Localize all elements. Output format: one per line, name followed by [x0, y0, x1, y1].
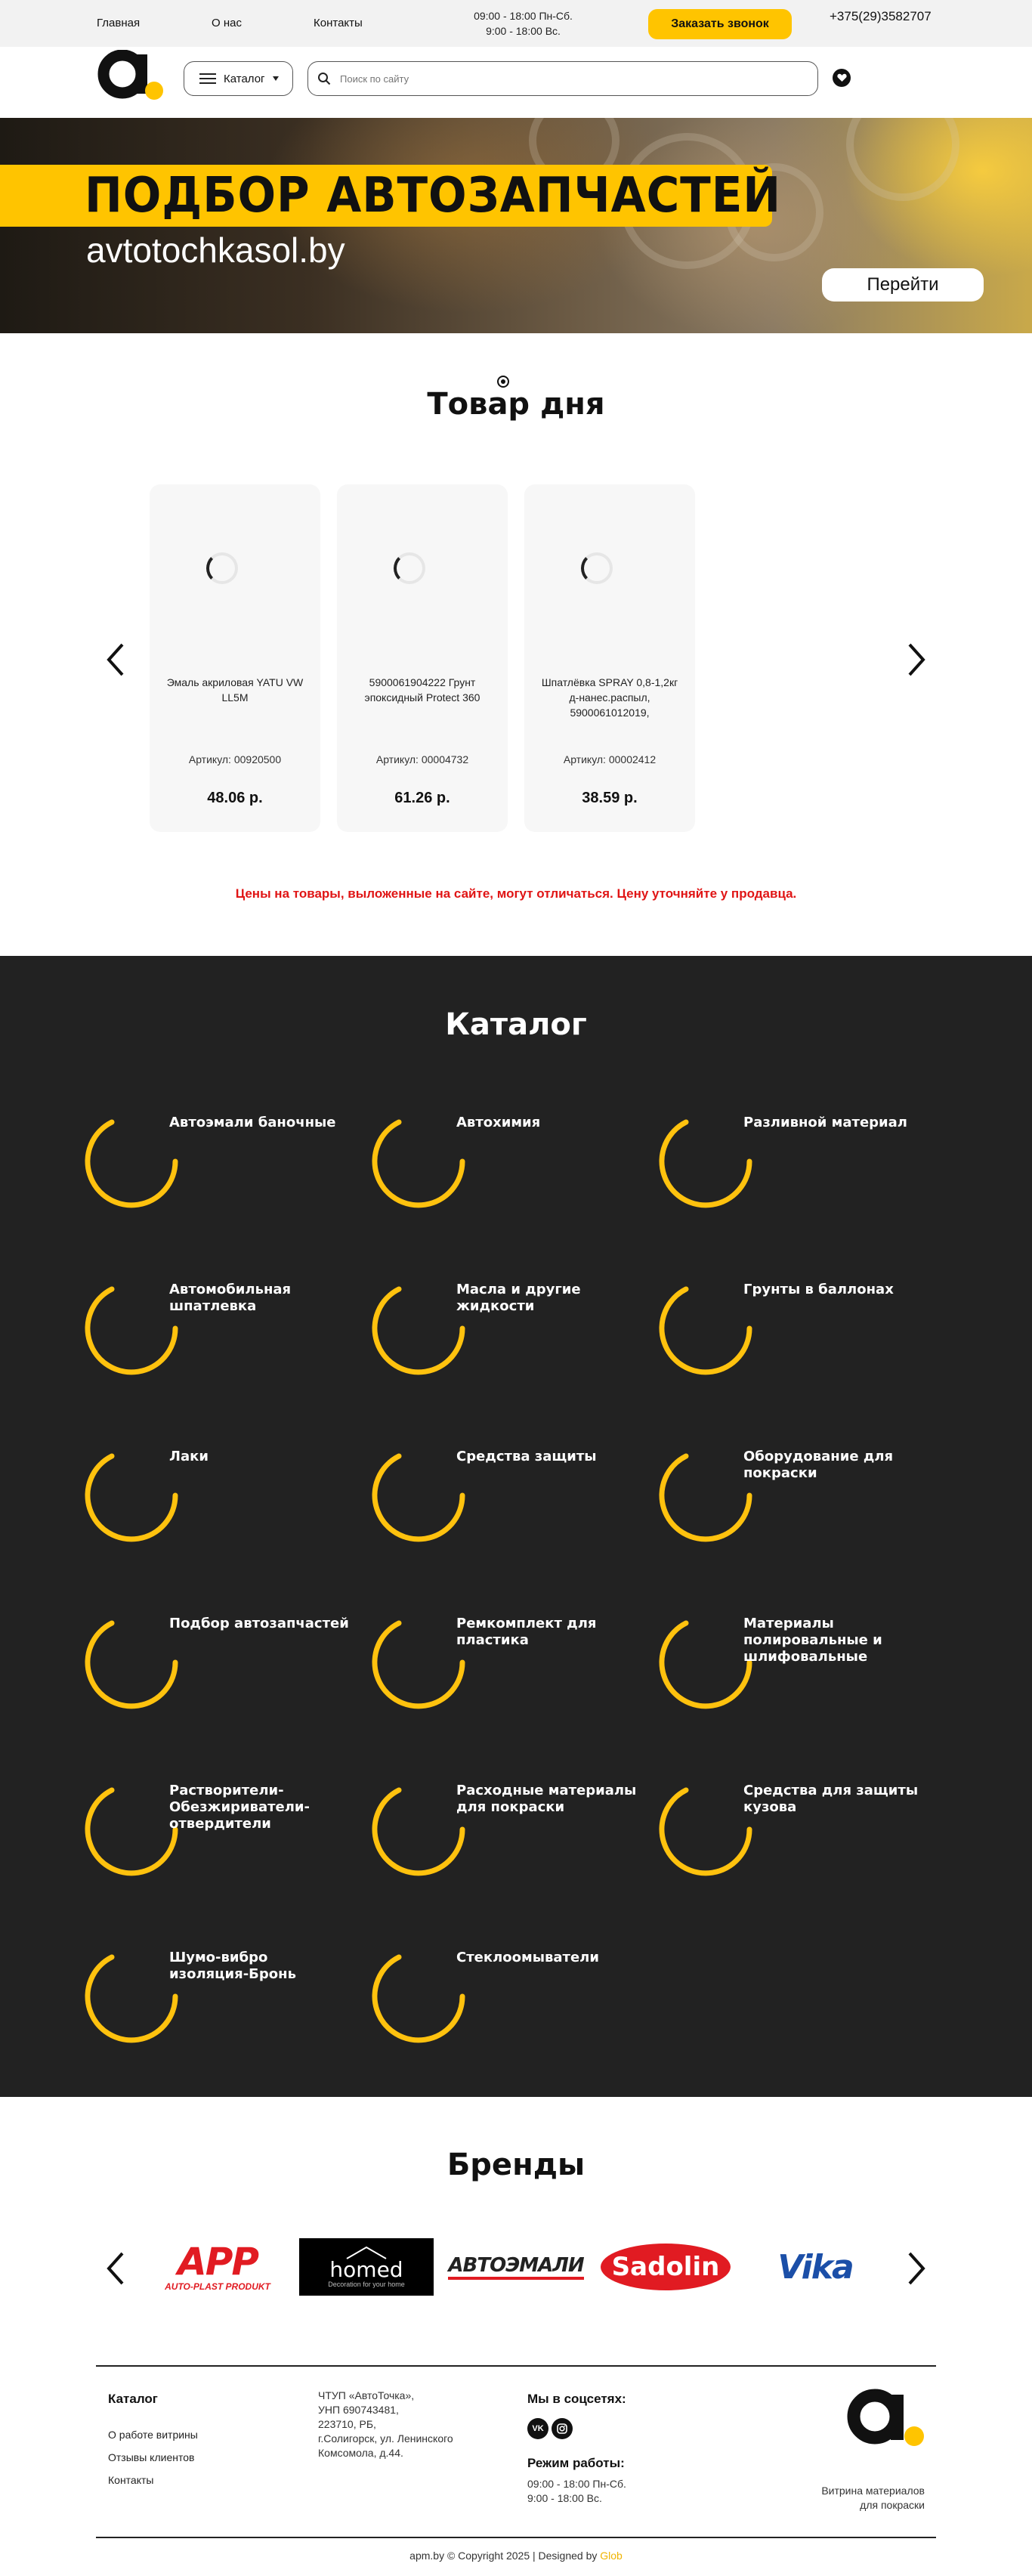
phone-number[interactable]: +375(29)3582707 — [830, 9, 932, 23]
catalog-item[interactable] — [372, 1449, 629, 1547]
catalog-item[interactable] — [372, 1950, 629, 2048]
chevron-left-icon — [107, 2252, 125, 2285]
brand-vika-main: Vika — [777, 2247, 853, 2287]
product-card[interactable] — [524, 484, 695, 832]
brand-logo-homed[interactable] — [299, 2238, 434, 2296]
catalog-button[interactable] — [184, 61, 293, 96]
instagram-icon[interactable] — [552, 2418, 573, 2439]
brands-title: Бренды — [446, 2148, 586, 2182]
loading-ring-icon — [85, 1783, 178, 1876]
loading-ring-icon — [372, 1449, 465, 1542]
catalog-item[interactable] — [85, 1449, 341, 1547]
brand-logo-avtoemali[interactable] — [450, 2237, 582, 2297]
product-card[interactable] — [150, 484, 320, 832]
loading-ring-icon — [372, 1115, 465, 1208]
price-warning: Цены на товары, выложенные на сайте, могут отличаться. Цену уточняйте у продавца. — [235, 886, 797, 901]
banner-engine-decoration — [846, 118, 959, 201]
footer-link-reviews[interactable]: Отзывы клиентов — [108, 2451, 195, 2463]
product-price: 61.26 р. — [394, 790, 450, 806]
copyright — [0, 2550, 1032, 2562]
company-unp: УНП 690743481, — [318, 2404, 399, 2416]
product-sku: Артикул: 00004732 — [375, 753, 469, 765]
slider-dot-indicator[interactable] — [497, 376, 509, 388]
catalog-item[interactable] — [372, 1282, 629, 1380]
menu-icon — [199, 73, 216, 84]
loading-ring-icon — [85, 1115, 178, 1208]
company-details — [318, 2389, 453, 2460]
loading-ring-icon — [85, 1449, 178, 1542]
vk-icon[interactable] — [527, 2418, 548, 2439]
banner-go-button[interactable]: Перейти — [822, 268, 984, 302]
products-prev-arrow[interactable] — [104, 637, 127, 682]
catalog-section — [0, 956, 1032, 2097]
footer-link-about-showcase[interactable]: О работе витрины — [108, 2429, 198, 2441]
footer-link-contacts[interactable]: Контакты — [108, 2474, 154, 2486]
product-name[interactable]: 5900061904222 Грунт эпоксидный Protect 360 — [364, 676, 480, 704]
hours-sunday: 9:00 - 18:00 Вс. — [486, 25, 561, 37]
products-next-arrow[interactable] — [905, 637, 928, 682]
brand-logo-vika[interactable] — [749, 2237, 881, 2297]
catalog-item[interactable] — [85, 1616, 349, 1714]
product-name[interactable]: Эмаль акриловая YATU VW LL5M — [166, 676, 304, 704]
footer-bottom-divider — [96, 2537, 936, 2538]
catalog-item[interactable] — [659, 1616, 916, 1714]
banner-site-url: avtotochkasol.by — [86, 230, 345, 270]
catalog-item-label: Грунты в баллонах — [743, 1282, 894, 1297]
footer-tagline-line1: Витрина материалов — [821, 2485, 925, 2497]
catalog-item-label: Средства для защиты кузова — [743, 1783, 919, 1815]
footer-hours — [527, 2477, 626, 2506]
loading-ring-icon — [85, 1282, 178, 1375]
banner-title: ПОДБОР АВТОЗАПЧАСТЕЙ — [85, 168, 782, 224]
catalog-item[interactable] — [659, 1449, 916, 1547]
chevron-down-icon — [273, 76, 279, 81]
search-icon[interactable] — [317, 72, 331, 85]
loading-ring-icon — [659, 1282, 752, 1375]
copyright-text: apm.by © Copyright 2025 | Designed by — [409, 2550, 598, 2562]
nav-contacts-link[interactable]: Контакты — [314, 17, 363, 29]
loading-ring-icon — [85, 1950, 178, 2043]
loading-spinner-icon — [394, 552, 425, 584]
catalog-item-label: Стеклоомыватели — [456, 1950, 599, 1965]
favorites-button[interactable] — [833, 69, 851, 87]
company-postcode: 223710, РБ, — [318, 2418, 376, 2430]
catalog-item-label: Подбор автозапчастей — [169, 1616, 349, 1631]
footer-hours-weekdays: 09:00 - 18:00 Пн-Сб. — [527, 2478, 626, 2490]
brand-sadolin-main: Sadolin — [601, 2244, 731, 2290]
footer-hours-sunday: 9:00 - 18:00 Вс. — [527, 2492, 602, 2504]
footer-tagline — [801, 2484, 925, 2513]
brand-homed-main: homed — [329, 2257, 403, 2282]
catalog-item-label: Оборудование для покраски — [743, 1449, 894, 1481]
nav-home-link[interactable]: Главная — [97, 17, 141, 29]
brand-logo-sadolin[interactable] — [600, 2237, 731, 2297]
catalog-item-label: Лаки — [169, 1449, 209, 1464]
loading-ring-icon — [372, 1282, 465, 1375]
loading-ring-icon — [372, 1950, 465, 2043]
search-input[interactable] — [340, 73, 793, 85]
chevron-left-icon — [107, 643, 125, 676]
catalog-item[interactable] — [85, 1282, 341, 1380]
catalog-item[interactable] — [372, 1616, 629, 1714]
loading-ring-icon — [372, 1783, 465, 1876]
catalog-item[interactable] — [659, 1282, 916, 1380]
catalog-item-label: Материалы полировальные и шлифовальные — [743, 1616, 882, 1665]
loading-spinner-icon — [206, 552, 238, 584]
brands-prev-arrow[interactable] — [104, 2246, 127, 2291]
brand-homed-sub: Decoration for your home — [328, 2281, 405, 2288]
site-logo[interactable] — [95, 50, 165, 103]
catalog-item-label: Автохимия — [456, 1115, 541, 1130]
company-address-line2: Комсомола, д.44. — [318, 2447, 403, 2459]
top-bar — [0, 0, 1032, 47]
footer-tagline-line2: для покраски — [860, 2499, 925, 2511]
footer-top-divider — [96, 2365, 936, 2367]
loading-ring-icon — [659, 1616, 752, 1709]
product-price: 38.59 р. — [582, 790, 638, 806]
catalog-item[interactable] — [85, 1115, 341, 1213]
loading-ring-icon — [659, 1115, 752, 1208]
catalog-item-label: Ремкомплект для пластика — [456, 1616, 597, 1648]
designer-link[interactable]: Glob — [600, 2550, 623, 2562]
promo-banner[interactable] — [0, 118, 1032, 333]
brand-app-sub: AUTO-PLAST PRODUKT — [165, 2281, 270, 2292]
catalog-item-label: Масла и другие жидкости — [456, 1282, 581, 1314]
product-price: 48.06 р. — [207, 790, 263, 806]
instagram-glyph-icon — [557, 2423, 567, 2434]
catalog-item[interactable] — [659, 1115, 916, 1213]
loading-ring-icon — [372, 1616, 465, 1709]
brands-next-arrow[interactable] — [905, 2246, 928, 2291]
catalog-item-label: Шумо-вибро изоляция-Бронь — [169, 1950, 296, 1982]
hours-weekdays: 09:00 - 18:00 Пн-Сб. — [474, 10, 573, 22]
catalog-item-label: Автомобильная шпатлевка — [169, 1282, 292, 1314]
catalog-item-label: Разливной материал — [743, 1115, 907, 1130]
catalog-title: Каталог — [445, 1007, 587, 1042]
chevron-right-icon — [907, 2252, 925, 2285]
brand-app-main: APP — [178, 2240, 258, 2284]
product-sku: Артикул: 00002412 — [563, 753, 657, 765]
loading-ring-icon — [659, 1449, 752, 1542]
product-name[interactable]: Шпатлёвка SPRAY 0,8-1,2кг д-нанес.распыл, 5900061012019, — [541, 676, 678, 719]
catalog-button-label: Каталог — [224, 72, 265, 85]
heart-icon — [837, 73, 847, 82]
social-heading: Мы в соцсетях: — [527, 2392, 626, 2406]
catalog-item[interactable] — [659, 1783, 919, 1881]
catalog-item-label: Средства защиты — [456, 1449, 597, 1464]
working-hours — [453, 8, 593, 39]
catalog-item[interactable] — [372, 1115, 629, 1213]
working-hours-heading: Режим работы: — [527, 2456, 625, 2470]
catalog-item[interactable] — [85, 1783, 341, 1881]
loading-ring-icon — [659, 1783, 752, 1876]
product-of-day-title: Товар дня — [427, 387, 605, 422]
loading-ring-icon — [85, 1616, 178, 1709]
catalog-item-label: Автоэмали баночные — [169, 1115, 336, 1130]
order-call-button[interactable]: Заказать звонок — [648, 9, 792, 39]
product-sku: Артикул: 00920500 — [188, 753, 282, 765]
catalog-item-label: Растворители-Обезжириватели-отвердители — [169, 1783, 311, 1832]
nav-about-link[interactable]: О нас — [212, 17, 242, 29]
footer-catalog-heading[interactable]: Каталог — [108, 2392, 158, 2406]
product-card[interactable] — [337, 484, 508, 832]
loading-spinner-icon — [581, 552, 613, 584]
brand-avtoemali-main: АВТОЭМАЛИ — [448, 2254, 583, 2280]
catalog-item[interactable] — [85, 1950, 341, 2048]
chevron-right-icon — [907, 643, 925, 676]
company-name: ЧТУП «АвтоТочка», — [318, 2389, 415, 2401]
catalog-item-label: Расходные материалы для покраски — [456, 1783, 637, 1815]
footer-logo[interactable] — [845, 2388, 925, 2450]
catalog-item[interactable] — [372, 1783, 637, 1881]
company-address-line1: г.Солигорск, ул. Ленинского — [318, 2432, 453, 2445]
search-bar — [307, 61, 818, 96]
vk-icon-label: VK — [532, 2424, 544, 2433]
brand-logo-app[interactable] — [148, 2237, 287, 2297]
